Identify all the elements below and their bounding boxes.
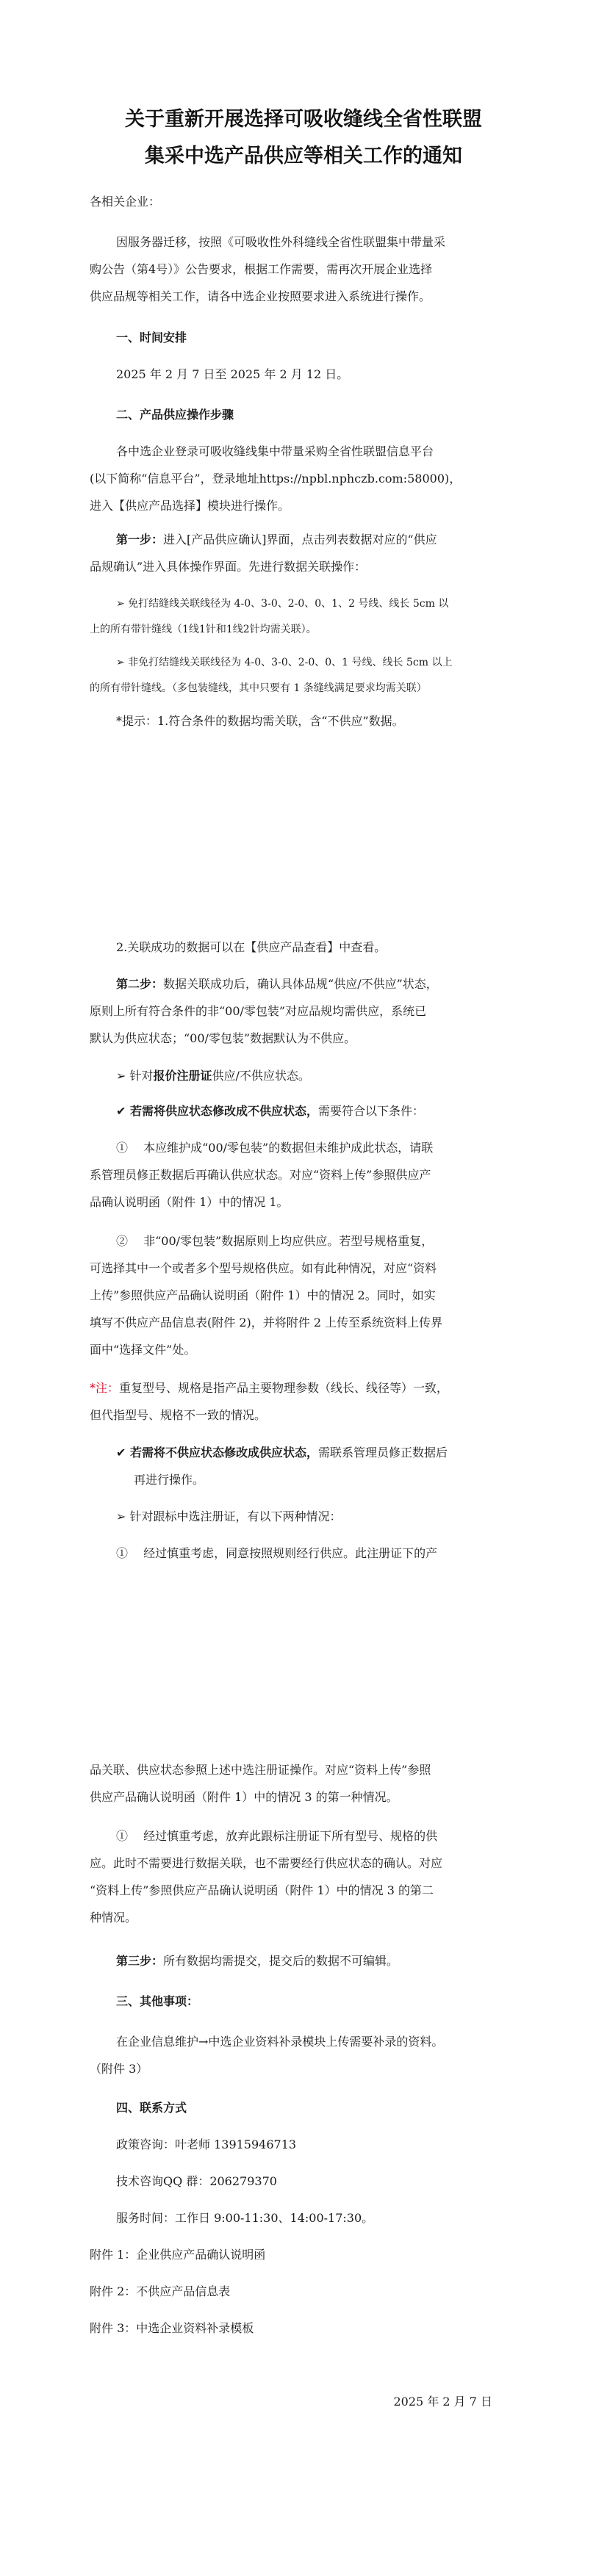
check-line: [116, 1446, 448, 1460]
check-suffix: 需联系管理员修正数据后: [317, 1446, 448, 1460]
section-heading-schedule: 一、时间安排: [116, 331, 187, 344]
check-line: 再进行操作。: [134, 1473, 205, 1487]
bullet-line: 上的所有带针缝线（1线1针和1线2针均需关联）。: [90, 624, 317, 635]
intro-line: 购公告（第4号）》公告要求，根据工作需要，需再次开展企业选择: [90, 262, 433, 276]
other-line: （附件 3）: [90, 2062, 148, 2076]
issue-date: 2025 年 2 月 7 日: [393, 2395, 492, 2409]
note-line: [90, 1381, 448, 1396]
schedule-text: 2025 年 2 月 7 日至 2025 年 2 月 12 日。: [116, 367, 349, 381]
condition-line: 上传”参照供应产品确认说明函（附件 1）中的情况 2。同时，如实: [90, 1288, 436, 1302]
case-line: ① 经过慎重考虑，放弃此跟标注册证下所有型号、规格的供: [116, 1829, 438, 1843]
body-line: 原则上所有符合条件的非“00/零包装”对应品规均需供应，系统已: [90, 1004, 427, 1018]
attachment-item: 附件 2：不供应产品信息表: [90, 2284, 231, 2298]
body-line: 默认为供应状态；“00/零包装”数据默认为不供应。: [90, 1031, 356, 1045]
check-bold: ✔ 若需将供应状态修改成不供应状态，: [116, 1104, 318, 1118]
note-text: 重复型号、规格是指产品主要物理参数（线长、线径等）一致，: [119, 1381, 449, 1395]
step1-label: 第一步：: [116, 533, 164, 546]
step2-line: [116, 977, 438, 992]
step2-text: 数据关联成功后，确认具体品规“供应/不供应”状态，: [163, 977, 438, 991]
case-line: 品关联、供应状态参照上述中选注册证操作。对应“资料上传”参照: [90, 1763, 431, 1777]
tip2-text: 2.关联成功的数据可以在【供应产品查看】中查看。: [116, 940, 387, 954]
intro-line: 供应品规等相关工作，请各中选企业按照要求进入系统进行操作。: [90, 289, 431, 303]
step1-text: 进入[产品供应确认]界面，点击列表数据对应的“供应: [163, 533, 437, 546]
step1-line: [116, 533, 437, 547]
note-star: *注：: [90, 1381, 120, 1395]
attachment-item: 附件 1：企业供应产品确认说明函: [90, 2248, 266, 2262]
arrow-bold: 报价注册证: [153, 1069, 212, 1083]
doc-title-line2: 集采中选产品供应等相关工作的通知: [145, 145, 462, 167]
intro-line: 因服务器迁移，按照《可吸收性外科缝线全省性联盟集中带量采: [116, 235, 446, 249]
note-line: 但代指型号、规格不一致的情况。: [90, 1408, 267, 1422]
step3-text: 所有数据均需提交，提交后的数据不可编辑。: [163, 1954, 399, 1968]
condition-line: 面中“选择文件”处。: [90, 1343, 196, 1357]
condition-line: ② 非“00/零包装”数据原则上均应供应。若型号规格重复，: [116, 1234, 434, 1248]
case-line: 应。此时不需要进行数据关联，也不需要经行供应状态的确认。对应: [90, 1856, 443, 1870]
section-heading-other: 三、其他事项：: [116, 1994, 199, 2008]
condition-line: 品确认说明函（附件 1）中的情况 1。: [90, 1195, 289, 1209]
check-line: [116, 1104, 424, 1119]
case-line: 供应产品确认说明函（附件 1）中的情况 3 的第一种情况。: [90, 1790, 398, 1804]
arrow-line: ➢ 针对跟标中选注册证，有以下两种情况：: [116, 1509, 342, 1523]
bullet-line: 的所有带针缝线。（多包装缝线，其中只要有 1 条缝线满足要求均需关联）: [90, 682, 427, 694]
step3-line: [116, 1954, 398, 1969]
other-line: 在企业信息维护→中选企业资料补录模块上传需要补录的资料。: [116, 2035, 444, 2049]
arrow-line: [116, 1069, 310, 1083]
doc-title-line1: 关于重新开展选择可吸收缝线全省性联盟: [125, 108, 482, 131]
condition-line: ① 本应维护成“00/零包装”的数据但未维护成此状态，请联: [116, 1141, 434, 1155]
body-line: 进入【供应产品选择】模块进行操作。: [90, 499, 290, 513]
arrow-prefix: ➢ 针对: [116, 1069, 154, 1083]
contact-tech: 技术咨询QQ 群：206279370: [116, 2174, 277, 2188]
step2-label: 第二步：: [116, 977, 164, 991]
body-line: 品规确认”进入具体操作界面。先进行数据关联操作：: [90, 560, 367, 574]
salutation: 各相关企业：: [90, 195, 161, 209]
attachment-item: 附件 3：中选企业资料补录模板: [90, 2321, 254, 2335]
contact-hours: 服务时间：工作日 9:00-11:30、14:00-17:30。: [116, 2211, 374, 2225]
tip-text: *提示：1.符合条件的数据均需关联，含“不供应”数据。: [116, 714, 404, 728]
section-heading-contact: 四、联系方式: [116, 2101, 187, 2115]
step3-label: 第三步：: [116, 1954, 164, 1968]
condition-line: 可选择其中一个或者多个型号规格供应。如有此种情况，对应“资料: [90, 1261, 437, 1275]
body-line: (以下简称“信息平台”，登录地址https://npbl.nphczb.com:58000)，: [90, 472, 461, 486]
case-line: “资料上传”参照供应产品确认说明函（附件 1）中的情况 3 的第二: [90, 1883, 434, 1897]
condition-line: 系管理员修正数据后再确认供应状态。对应“资料上传”参照供应产: [90, 1168, 431, 1182]
contact-policy: 政策咨询：叶老师 13915946713: [116, 2137, 297, 2151]
bullet-line: ➢ 免打结缝线关联线径为 4-0、3-0、2-0、0、1、2 号线、线长 5cm 以: [116, 598, 449, 610]
condition-line: 填写不供应产品信息表(附件 2)，并将附件 2 上传至系统资料上传界: [90, 1316, 443, 1330]
bullet-line: ➢ 非免打结缝线关联线径为 4-0、3-0、2-0、0、1 号线、线长 5cm 以上: [116, 657, 453, 668]
check-suffix: 需要符合以下条件：: [317, 1104, 424, 1118]
arrow-suffix: 供应/不供应状态。: [212, 1069, 310, 1083]
body-line: 各中选企业登录可吸收缝线集中带量采购全省性联盟信息平台: [116, 444, 434, 458]
case-line: ① 经过慎重考虑，同意按照规则经行供应。此注册证下的产: [116, 1546, 438, 1560]
case-line: 种情况。: [90, 1911, 137, 1924]
section-heading-steps: 二、产品供应操作步骤: [116, 408, 234, 422]
check-bold: ✔ 若需将不供应状态修改成供应状态，: [116, 1446, 318, 1460]
